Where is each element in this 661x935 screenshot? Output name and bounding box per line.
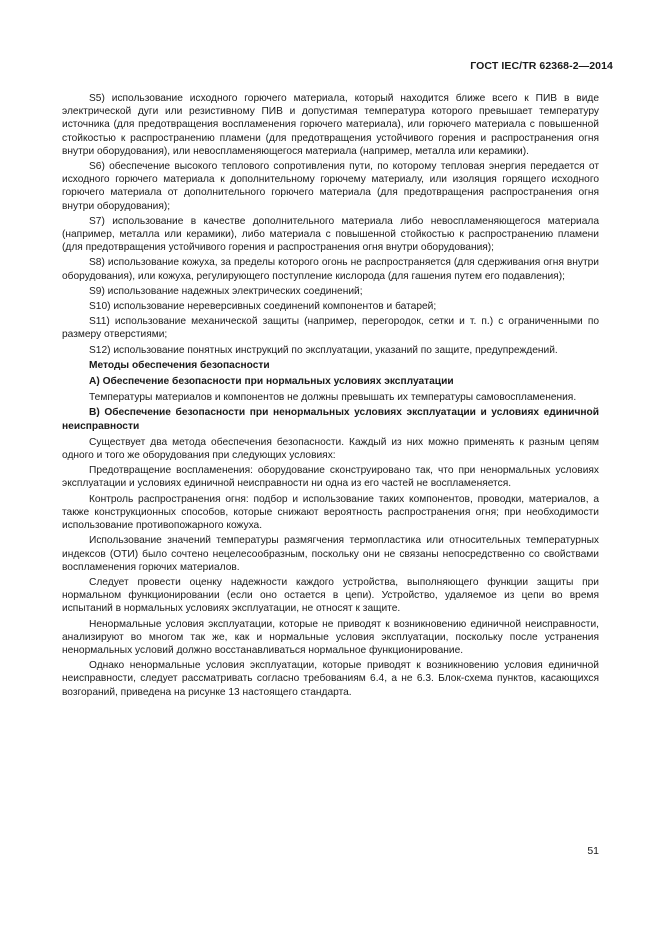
subheading-abnormal-conditions: B) Обеспечение безопасности при ненормальных условиях эксплуатации и условиях единичной неисправности bbox=[62, 407, 599, 432]
paragraph-s9: S9) использование надежных электрических соединений; bbox=[89, 285, 363, 297]
standard-header: ГОСТ IEC/TR 62368-2—2014 bbox=[470, 60, 613, 72]
paragraph-s12: S12) использование понятных инструкций по эксплуатации, указаний по защите, предупреждений. bbox=[89, 344, 558, 356]
paragraph-rti-values: Использование значений температуры размягчения термопластика или относительных температурных индексов (ОТИ) было сочтено нецелесообразным, поскольку они не связаны непосредственно со свойствами воспламенения горючих материалов. bbox=[62, 535, 599, 573]
paragraph-fire-spread-control: Контроль распространения огня: подбор и использование таких компонентов, проводки, материалов, а также конструкционных способов, которые снижают вероятность распространения огня; при необходимости использование противопожарного кожуха. bbox=[62, 493, 599, 532]
paragraph-s8: S8) использование кожуха, за пределы которого огонь не распространяется (для сдерживания огня внутри оборудования), или кожуха, регулирующего поступление кислорода (для гашения путем его подавления); bbox=[62, 257, 599, 282]
paragraph-s6: S6) обеспечение высокого теплового сопротивления пути, по которому тепловая энергия передается от исходного горючего материала к дополнительному горючему материалу, или изоляция горящего исходного горючего материала от дополнительного горючего материала (для предотвращения распространения огня внутри оборудования); bbox=[62, 161, 599, 212]
paragraph-two-methods: Существует два метода обеспечения безопасности. Каждый из них можно применять к разным цепям одного и того же оборудования при следующих условиях: bbox=[62, 436, 599, 462]
paragraph-s5: S5) использование исходного горючего материала, который находится ближе всего к ПИВ в виде электрической дуги или резистивному ПИВ и допустимая температура которого превышает температуру источника (для предотвращения воспламенения горючего материала), или горючего материала с повышенной стойкостью к распространению пламени (для предотвращения устойчивого горения и распространения огня внутри оборудования), или невоспламеняющегося материала (например, металла или керамики). bbox=[62, 93, 599, 157]
page-number: 51 bbox=[587, 845, 599, 857]
paragraph-s10: S10) использование нереверсивных соединений компонентов и батарей; bbox=[89, 301, 437, 313]
section-heading-methods: Методы обеспечения безопасности bbox=[89, 359, 270, 371]
paragraph-s11: S11) использование механической защиты (например, перегородок, сетки и т. п.) с ограниченными по размеру отверстиями; bbox=[62, 316, 599, 341]
paragraph-normal-temperatures: Температуры материалов и компонентов не должны превышать их температуры самовоспламенения. bbox=[89, 392, 577, 404]
paragraph-abnormal-analysis: Ненормальные условия эксплуатации, которые не приводят к возникновению единичной неисправности, анализируют во многом так же, как и нормальные условия эксплуатации, поскольку после устранения ненормальных условий должно восстанавливаться нормальное функционирование. bbox=[62, 618, 599, 656]
paragraph-single-fault: Однако ненормальные условия эксплуатации, которые приводят к возникновению условия единичной неисправности, следует рассматривать согласно требованиям 6.4, а не 6.3. Блок-схема пунктов, касающихся возгораний, приведена на рисунке 13 настоящего стандарта. bbox=[62, 660, 599, 698]
paragraph-reliability-assessment: Следует провести оценку надежности каждого устройства, выполняющего функции защиты при нормальном функционировании (если оно остается в цепи). Устройство, удаляемое из цепи во время испытаний в нормальных условиях эксплуатации, не относят к защите. bbox=[62, 576, 599, 615]
document-body bbox=[62, 92, 599, 701]
paragraph-ignition-prevention: Предотвращение воспламенения: оборудование сконструировано так, что при ненормальных условиях эксплуатации и условиях единичной неисправности ни одна из его частей не воспламеняется. bbox=[62, 465, 599, 490]
paragraph-s7: S7) использование в качестве дополнительного материала либо невоспламеняющегося материала (например, металла или керамики), либо материала с повышенной стойкостью к распространению пламени (для предотвращения устойчивого горения и распространения огня внутри оборудования); bbox=[62, 215, 599, 254]
subheading-normal-conditions: A) Обеспечение безопасности при нормальных условиях эксплуатации bbox=[89, 376, 454, 388]
